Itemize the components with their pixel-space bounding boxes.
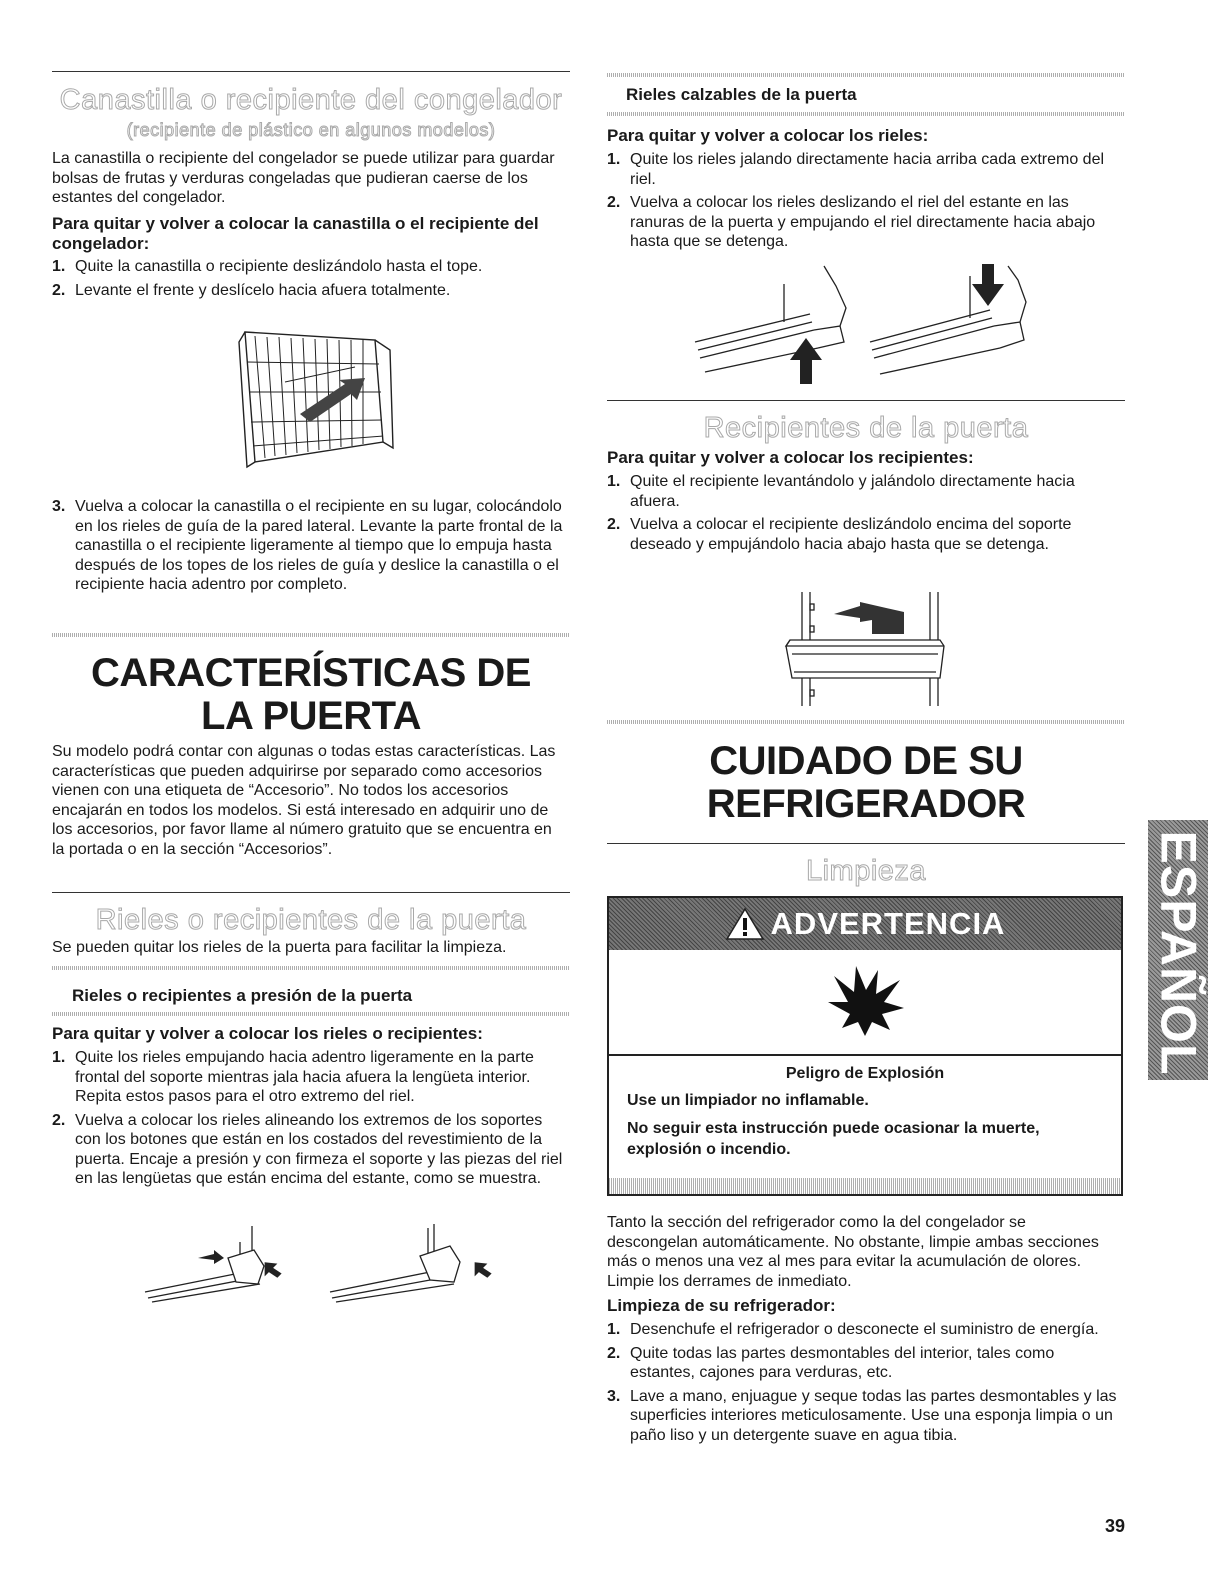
list-item: 3. Vuelva a colocar la canastilla o el recipiente en su lugar, colocándolo en los rieles de guía de la pared lateral. Levante la parte frontal de la canastilla o el recipiente ligeramente al tiempo que lo empuja hasta después de los topes de los rieles de guía y deslice la canastilla o el recipiente hacia adentro por completo. (52, 498, 563, 593)
freezer-basket-howto-heading: Para quitar y volver a colocar la canastilla o el recipiente del congelador: (52, 214, 539, 253)
press-on-rails-heading: Rieles o recipientes a presión de la puerta (72, 986, 413, 1005)
list-item: 2. Vuelva a colocar los rieles alineando los extremos de los soportes con los botones que están en los costados del revestimiento de la puerta. Encaje a presión y con firmeza el soporte y las piezas del riel en las lengüetas que están encima del estante, como se muestra. (52, 1111, 563, 1187)
door-features-intro: Su modelo podrá contar con algunas o todas estas características. Las características que pueden adquirirse por separado como accesorios vienen con una etiqueta de “Accesorio”. No todos los accesorios encajarán en todos los modelos. Si está interesado en adquirir uno de los accesorios, por favor llame al número gratuito que se encuentra en la portada o en la sección “Accesorios”. (52, 743, 556, 858)
section-divider (607, 112, 1125, 116)
language-tab-label: ESPAÑOL (1150, 830, 1206, 1076)
door-rails-howto-heading: Para quitar y volver a colocar los rieles o recipientes: (52, 1024, 483, 1043)
door-bin-illustration (780, 590, 950, 708)
drop-in-rails-steps (607, 150, 1125, 256)
drop-in-rails-howto-heading: Para quitar y volver a colocar los rieles: (607, 126, 929, 145)
warning-box (607, 896, 1123, 1196)
list-item: 1. Quite el recipiente levantándolo y jalándolo directamente hacia afuera. (607, 473, 1075, 510)
rule (52, 892, 570, 893)
door-bins-steps (607, 472, 1125, 558)
list-item: 3. Lave a mano, enjuague y seque todas las partes desmontables y las superficies interiores meticulosamente. Use una esponja limpia o un paño liso y un detergente suave en agua tibia. (607, 1387, 1117, 1444)
freezer-basket-subtitle: (recipiente de plástico en algunos modelos) (126, 120, 496, 140)
section-divider (607, 73, 1125, 77)
list-item: 2. Levante el frente y deslícelo hacia afuera totalmente. (52, 281, 451, 299)
list-item: 2. Vuelva a colocar el recipiente deslizándolo encima del soporte deseado y empujándolo hacia abajo hasta que se detenga. (607, 516, 1072, 553)
rule (609, 1054, 1121, 1056)
door-rails-steps (52, 1048, 570, 1193)
section-divider (607, 720, 1125, 724)
section-divider (52, 1012, 570, 1016)
cleaning-intro: Tanto la sección del refrigerador como la del congelador se descongelan automáticamente. No obstante, limpie ambas secciones más o menos una vez al mes para evitar la acumulación de olores. Limpie los derrames de inmediato. (607, 1214, 1099, 1290)
section-divider (52, 633, 570, 637)
section-divider (52, 966, 570, 970)
freezer-basket-title: Canastilla o recipiente del congelador (59, 84, 563, 116)
warning-triangle-icon (725, 907, 765, 941)
drop-in-rails-heading: Rieles calzables de la puerta (626, 85, 857, 104)
cleaning-howto-heading: Limpieza de su refrigerador: (607, 1296, 836, 1315)
list-item: 1. Quite los rieles jalando directamente hacia arriba cada extremo del riel. (607, 151, 1105, 188)
page-number: 39 (1104, 1516, 1125, 1536)
top-rule-left (52, 71, 570, 72)
rule (607, 400, 1125, 401)
section-divider (609, 1178, 1121, 1194)
door-features-title-line2: LA PUERTA (201, 694, 421, 738)
cleaning-title: Limpieza (805, 855, 927, 887)
freezer-basket-illustration (225, 322, 400, 470)
care-title-line1: CUIDADO DE SU (709, 739, 1023, 783)
warning-banner (609, 898, 1121, 950)
door-bins-howto-heading: Para quitar y volver a colocar los recipientes: (607, 448, 974, 467)
list-item: 1. Quite la canastilla o recipiente deslizándolo hasta el tope. (52, 258, 483, 275)
freezer-basket-intro: La canastilla o recipiente del congelador se puede utilizar para guardar bolsas de frutas y verduras congeladas que pudieran caerse de los estantes del congelador. (52, 150, 555, 206)
door-bins-title: Recipientes de la puerta (703, 412, 1029, 444)
warning-banner-text: ADVERTENCIA (770, 906, 1006, 941)
list-item: 1. Desenchufe el refrigerador o desconecte el suministro de energía. (607, 1321, 1099, 1338)
warning-line-1: Use un limpiador no inflamable. (627, 1092, 869, 1109)
rule (607, 843, 1125, 844)
door-rails-intro: Se pueden quitar los rieles de la puerta para facilitar la limpieza. (52, 939, 507, 956)
freezer-basket-step-3 (52, 497, 567, 599)
door-rails-title: Rieles o recipientes de la puerta (95, 904, 527, 936)
explosion-area (609, 950, 1121, 1052)
explosion-icon (820, 962, 910, 1040)
door-features-title-line1: CARACTERÍSTICAS DE (91, 651, 531, 695)
freezer-basket-steps (52, 257, 562, 304)
list-item: 2. Quite todas las partes desmontables del interior, tales como estantes, cajones para verduras, etc. (607, 1344, 1055, 1381)
hazard-title: Peligro de Explosión (785, 1065, 945, 1082)
list-item: 1. Quite los rieles empujando hacia adentro ligeramente en la parte frontal del soporte mientras jala hacia afuera la lengüeta interior. Repita estos pasos para el otro extremo del riel. (52, 1049, 534, 1105)
press-on-rails-illustration (140, 1222, 520, 1304)
cleaning-steps (607, 1320, 1122, 1449)
care-title-line2: REFRIGERADOR (706, 782, 1026, 826)
list-item: 2. Vuelva a colocar los rieles deslizando el riel del estante en las ranuras de la puerta y empujando el riel directamente hacia abajo hasta que se detenga. (607, 194, 1096, 250)
drop-in-rails-illustration (690, 262, 1045, 384)
warning-line-2: No seguir esta instrucción puede ocasionar la muerte, explosión o incendio. (627, 1120, 1040, 1158)
